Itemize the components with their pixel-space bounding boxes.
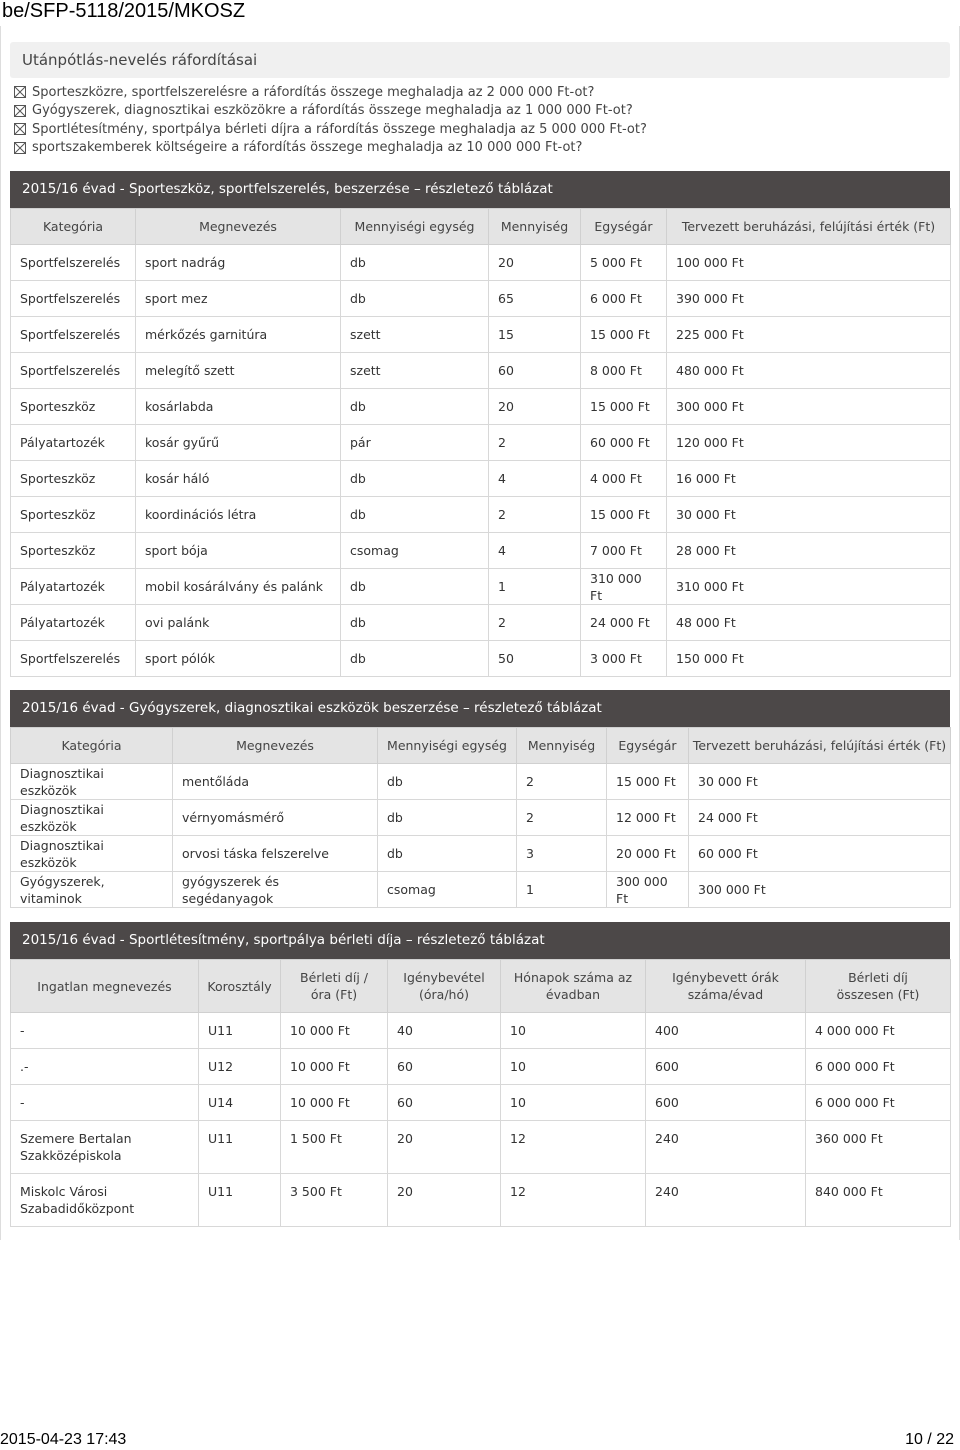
- table-row: [11, 1174, 951, 1227]
- table-cell: mentőláda: [173, 764, 378, 800]
- table-cell: Pályatartozék: [11, 605, 136, 641]
- table-cell: 40: [388, 1013, 501, 1049]
- checked-checkbox-icon: [14, 142, 26, 154]
- table-cell: sport bója: [136, 533, 341, 569]
- table-cell: 120 000 Ft: [667, 425, 951, 461]
- column-header-line: évadban: [545, 987, 601, 1002]
- facility-rent-table-section: [10, 922, 950, 1227]
- document-reference: be/SFP-5118/2015/MKOSZ: [2, 0, 246, 22]
- column-header: Tervezett beruházási, felújítási érték (Ft): [689, 728, 951, 764]
- table-cell: 60: [489, 353, 581, 389]
- table-cell: gyógyszerek és segédanyagok: [173, 872, 378, 908]
- table-cell: 300 000 Ft: [689, 872, 951, 908]
- table-cell: 10 000 Ft: [281, 1085, 388, 1121]
- table-cell: 24 000 Ft: [689, 800, 951, 836]
- table-cell: 240: [646, 1174, 806, 1227]
- table-cell: U12: [199, 1049, 281, 1085]
- table-cell: 10: [501, 1049, 646, 1085]
- table-cell: 12: [501, 1174, 646, 1227]
- table-cell: 150 000 Ft: [667, 641, 951, 677]
- table-cell: Sporteszköz: [11, 389, 136, 425]
- table-cell: 100 000 Ft: [667, 245, 951, 281]
- table-cell: 240: [646, 1121, 806, 1174]
- table-body: [11, 764, 951, 908]
- medical-table-title: 2015/16 évad - Gyógyszerek, diagnosztikai eszközök beszerzése – részletező táblázat: [10, 690, 950, 727]
- table-cell: csomag: [341, 533, 489, 569]
- table-cell: szett: [341, 317, 489, 353]
- table-cell: 3 500 Ft: [281, 1174, 388, 1227]
- table-row: [11, 605, 951, 641]
- table-cell: 600: [646, 1085, 806, 1121]
- table-body: [11, 1013, 951, 1227]
- column-header: [646, 960, 806, 1013]
- table-cell: 20: [489, 389, 581, 425]
- checklist-item-label: sportszakemberek költségeire a ráfordítás összege meghaladja az 10 000 000 Ft-ot?: [32, 140, 583, 156]
- table-cell: Sporteszköz: [11, 461, 136, 497]
- table-cell: 1: [517, 872, 607, 908]
- table-cell: sport mez: [136, 281, 341, 317]
- table-cell: 225 000 Ft: [667, 317, 951, 353]
- table-cell: 2: [489, 497, 581, 533]
- table-cell: 16 000 Ft: [667, 461, 951, 497]
- table-cell: 1 500 Ft: [281, 1121, 388, 1174]
- table-cell: [11, 1121, 199, 1174]
- table-cell: 20: [388, 1174, 501, 1227]
- table-body: [11, 245, 951, 677]
- table-row: [11, 1121, 951, 1174]
- table-row: [11, 353, 951, 389]
- table-cell: 4: [489, 461, 581, 497]
- table-row: [11, 1085, 951, 1121]
- cell-line: .-: [20, 1059, 29, 1074]
- table-cell: 15 000 Ft: [581, 497, 667, 533]
- table-cell: 4 000 000 Ft: [806, 1013, 951, 1049]
- table-cell: 4: [489, 533, 581, 569]
- equipment-table-section: [10, 171, 950, 677]
- table-row: [11, 533, 951, 569]
- table-row: [11, 425, 951, 461]
- table-cell: U11: [199, 1121, 281, 1174]
- column-header-line: Bérleti díj: [848, 970, 908, 985]
- column-header: Mennyiség: [489, 209, 581, 245]
- table-cell: vérnyomásmérő: [173, 800, 378, 836]
- table-cell: Gyógyszerek, vitaminok: [11, 872, 173, 908]
- column-header: Megnevezés: [136, 209, 341, 245]
- table-cell: 10: [501, 1085, 646, 1121]
- table-row: [11, 1049, 951, 1085]
- table-cell: sport pólók: [136, 641, 341, 677]
- table-cell: 60: [388, 1085, 501, 1121]
- table-cell: 480 000 Ft: [667, 353, 951, 389]
- table-cell: orvosi táska felszerelve: [173, 836, 378, 872]
- column-header-line: óra (Ft): [310, 987, 358, 1002]
- table-cell: csomag: [378, 872, 517, 908]
- medical-table: [10, 727, 951, 908]
- table-cell: koordinációs létra: [136, 497, 341, 533]
- cell-line: -: [20, 1095, 25, 1110]
- checklist-item: [14, 120, 647, 139]
- table-cell: 50: [489, 641, 581, 677]
- table-cell: 10 000 Ft: [281, 1049, 388, 1085]
- table-row: [11, 641, 951, 677]
- table-row: [11, 1013, 951, 1049]
- section-title: Utánpótlás-nevelés ráfordításai: [10, 42, 950, 78]
- table-cell: Pályatartozék: [11, 425, 136, 461]
- table-row: [11, 836, 951, 872]
- table-cell: db: [341, 245, 489, 281]
- column-header: [501, 960, 646, 1013]
- table-cell: 6 000 Ft: [581, 281, 667, 317]
- checklist-item-label: Sportlétesítmény, sportpálya bérleti díjra a ráfordítás összege meghaladja az 5 000 000 Ft-ot?: [32, 121, 647, 137]
- table-cell: Sporteszköz: [11, 497, 136, 533]
- table-cell: 400: [646, 1013, 806, 1049]
- table-cell: melegítő szett: [136, 353, 341, 389]
- table-cell: 7 000 Ft: [581, 533, 667, 569]
- table-row: [11, 389, 951, 425]
- table-cell: 3: [517, 836, 607, 872]
- table-cell: 30 000 Ft: [689, 764, 951, 800]
- column-header-line: száma/évad: [687, 987, 764, 1002]
- table-cell: db: [378, 764, 517, 800]
- column-header: Egységár: [581, 209, 667, 245]
- table-cell: 2: [517, 764, 607, 800]
- table-cell: Pályatartozék: [11, 569, 136, 605]
- table-cell: 15 000 Ft: [581, 317, 667, 353]
- table-cell: 20: [388, 1121, 501, 1174]
- table-cell: 310 000 Ft: [667, 569, 951, 605]
- column-header-line: Igénybevett órák: [672, 970, 779, 985]
- table-cell: 3 000 Ft: [581, 641, 667, 677]
- table-cell: [11, 1174, 199, 1227]
- table-cell: 28 000 Ft: [667, 533, 951, 569]
- table-cell: 300 000 Ft: [607, 872, 689, 908]
- table-cell: 2: [517, 800, 607, 836]
- checklist-item-label: Gyógyszerek, diagnosztikai eszközökre a ráfordítás összege meghaladja az 1 000 000 Ft-ot?: [32, 103, 633, 119]
- footer-page-number: 10 / 22: [905, 1431, 954, 1448]
- column-header: Tervezett beruházási, felújítási érték (Ft): [667, 209, 951, 245]
- table-cell: db: [378, 800, 517, 836]
- table-cell: kosárlabda: [136, 389, 341, 425]
- table-cell: 12 000 Ft: [607, 800, 689, 836]
- table-cell: 10 000 Ft: [281, 1013, 388, 1049]
- column-header: [806, 960, 951, 1013]
- table-cell: Sportfelszerelés: [11, 353, 136, 389]
- column-header-line: Igénybevétel: [403, 970, 485, 985]
- table-cell: 30 000 Ft: [667, 497, 951, 533]
- footer-date: 2015-04-23 17:43: [0, 1431, 127, 1448]
- equipment-table-title: 2015/16 évad - Sporteszköz, sportfelszerelés, beszerzése – részletező táblázat: [10, 171, 950, 208]
- column-header: [388, 960, 501, 1013]
- column-header-line: Korosztály: [207, 978, 272, 994]
- table-cell: 60: [388, 1049, 501, 1085]
- table-cell: db: [341, 281, 489, 317]
- table-cell: 15 000 Ft: [581, 389, 667, 425]
- table-cell: U14: [199, 1085, 281, 1121]
- table-cell: 2: [489, 605, 581, 641]
- table-cell: 6 000 000 Ft: [806, 1085, 951, 1121]
- table-cell: [11, 1013, 199, 1049]
- table-cell: db: [341, 497, 489, 533]
- checklist-item: [14, 102, 647, 121]
- column-header: Megnevezés: [173, 728, 378, 764]
- table-cell: 600: [646, 1049, 806, 1085]
- table-cell: mérkőzés garnitúra: [136, 317, 341, 353]
- table-cell: 10: [501, 1013, 646, 1049]
- table-cell: db: [341, 461, 489, 497]
- table-cell: 4 000 Ft: [581, 461, 667, 497]
- table-cell: kosár háló: [136, 461, 341, 497]
- table-cell: 20 000 Ft: [607, 836, 689, 872]
- table-cell: db: [341, 641, 489, 677]
- table-row: [11, 281, 951, 317]
- column-header: Mennyiségi egység: [378, 728, 517, 764]
- table-cell: [11, 1049, 199, 1085]
- table-header-row: [11, 728, 951, 764]
- medical-table-section: [10, 690, 950, 908]
- table-cell: U11: [199, 1174, 281, 1227]
- column-header: Egységár: [607, 728, 689, 764]
- table-cell: Sporteszköz: [11, 533, 136, 569]
- table-cell: db: [341, 389, 489, 425]
- table-cell: Diagnosztikai eszközök: [11, 764, 173, 800]
- table-row: [11, 245, 951, 281]
- table-cell: 60 000 Ft: [581, 425, 667, 461]
- cell-line: Szakközépiskola: [20, 1148, 122, 1163]
- table-row: [11, 497, 951, 533]
- table-cell: 48 000 Ft: [667, 605, 951, 641]
- table-cell: 300 000 Ft: [667, 389, 951, 425]
- table-cell: Sportfelszerelés: [11, 641, 136, 677]
- table-cell: sport nadrág: [136, 245, 341, 281]
- table-cell: 2: [489, 425, 581, 461]
- cell-line: -: [20, 1023, 25, 1038]
- table-cell: 310 000 Ft: [581, 569, 667, 605]
- column-header-line: összesen (Ft): [836, 987, 920, 1002]
- table-cell: 12: [501, 1121, 646, 1174]
- table-cell: ovi palánk: [136, 605, 341, 641]
- table-cell: kosár gyűrű: [136, 425, 341, 461]
- table-cell: szett: [341, 353, 489, 389]
- table-cell: Diagnosztikai eszközök: [11, 836, 173, 872]
- column-header-line: Hónapok száma az: [513, 970, 633, 985]
- table-cell: 60 000 Ft: [689, 836, 951, 872]
- table-cell: 6 000 000 Ft: [806, 1049, 951, 1085]
- checklist-item-label: Sporteszközre, sportfelszerelésre a ráfordítás összege meghaladja az 2 000 000 Ft-ot?: [32, 84, 595, 100]
- checked-checkbox-icon: [14, 86, 26, 98]
- table-row: [11, 764, 951, 800]
- table-cell: Sportfelszerelés: [11, 245, 136, 281]
- column-header: [281, 960, 388, 1013]
- table-row: [11, 800, 951, 836]
- table-cell: 15: [489, 317, 581, 353]
- checked-checkbox-icon: [14, 123, 26, 135]
- table-cell: U11: [199, 1013, 281, 1049]
- table-cell: 15 000 Ft: [607, 764, 689, 800]
- checklist-item: [14, 83, 647, 102]
- table-cell: 65: [489, 281, 581, 317]
- column-header: [11, 960, 199, 1013]
- table-cell: 360 000 Ft: [806, 1121, 951, 1174]
- table-cell: Diagnosztikai eszközök: [11, 800, 173, 836]
- facility-rent-table: [10, 959, 951, 1227]
- cell-line: Szemere Bertalan: [20, 1131, 132, 1146]
- column-header: [199, 960, 281, 1013]
- table-cell: pár: [341, 425, 489, 461]
- table-cell: db: [378, 836, 517, 872]
- facility-rent-table-title: 2015/16 évad - Sportlétesítmény, sportpálya bérleti díja – részletező táblázat: [10, 922, 950, 959]
- checked-checkbox-icon: [14, 105, 26, 117]
- table-cell: mobil kosárálvány és palánk: [136, 569, 341, 605]
- table-header-row: [11, 960, 951, 1013]
- table-row: [11, 317, 951, 353]
- column-header: Mennyiség: [517, 728, 607, 764]
- table-cell: db: [341, 569, 489, 605]
- table-cell: [11, 1085, 199, 1121]
- equipment-table: [10, 208, 951, 677]
- column-header-line: Bérleti díj /: [300, 970, 368, 985]
- column-header: Kategória: [11, 209, 136, 245]
- table-cell: 390 000 Ft: [667, 281, 951, 317]
- column-header: Mennyiségi egység: [341, 209, 489, 245]
- checklist-item: [14, 139, 647, 158]
- table-row: [11, 461, 951, 497]
- table-cell: db: [341, 605, 489, 641]
- checklist: [14, 83, 647, 157]
- table-cell: 20: [489, 245, 581, 281]
- column-header-line: Ingatlan megnevezés: [37, 978, 172, 994]
- table-cell: 24 000 Ft: [581, 605, 667, 641]
- table-row: [11, 569, 951, 605]
- table-row: [11, 872, 951, 908]
- column-header: Kategória: [11, 728, 173, 764]
- table-cell: Sportfelszerelés: [11, 281, 136, 317]
- table-cell: 8 000 Ft: [581, 353, 667, 389]
- table-cell: 1: [489, 569, 581, 605]
- table-cell: 840 000 Ft: [806, 1174, 951, 1227]
- column-header-line: (óra/hó): [419, 987, 469, 1002]
- cell-line: Szabadidőközpont: [20, 1201, 135, 1216]
- table-cell: 5 000 Ft: [581, 245, 667, 281]
- cell-line: Miskolc Városi: [20, 1184, 108, 1199]
- table-cell: Sportfelszerelés: [11, 317, 136, 353]
- table-header-row: [11, 209, 951, 245]
